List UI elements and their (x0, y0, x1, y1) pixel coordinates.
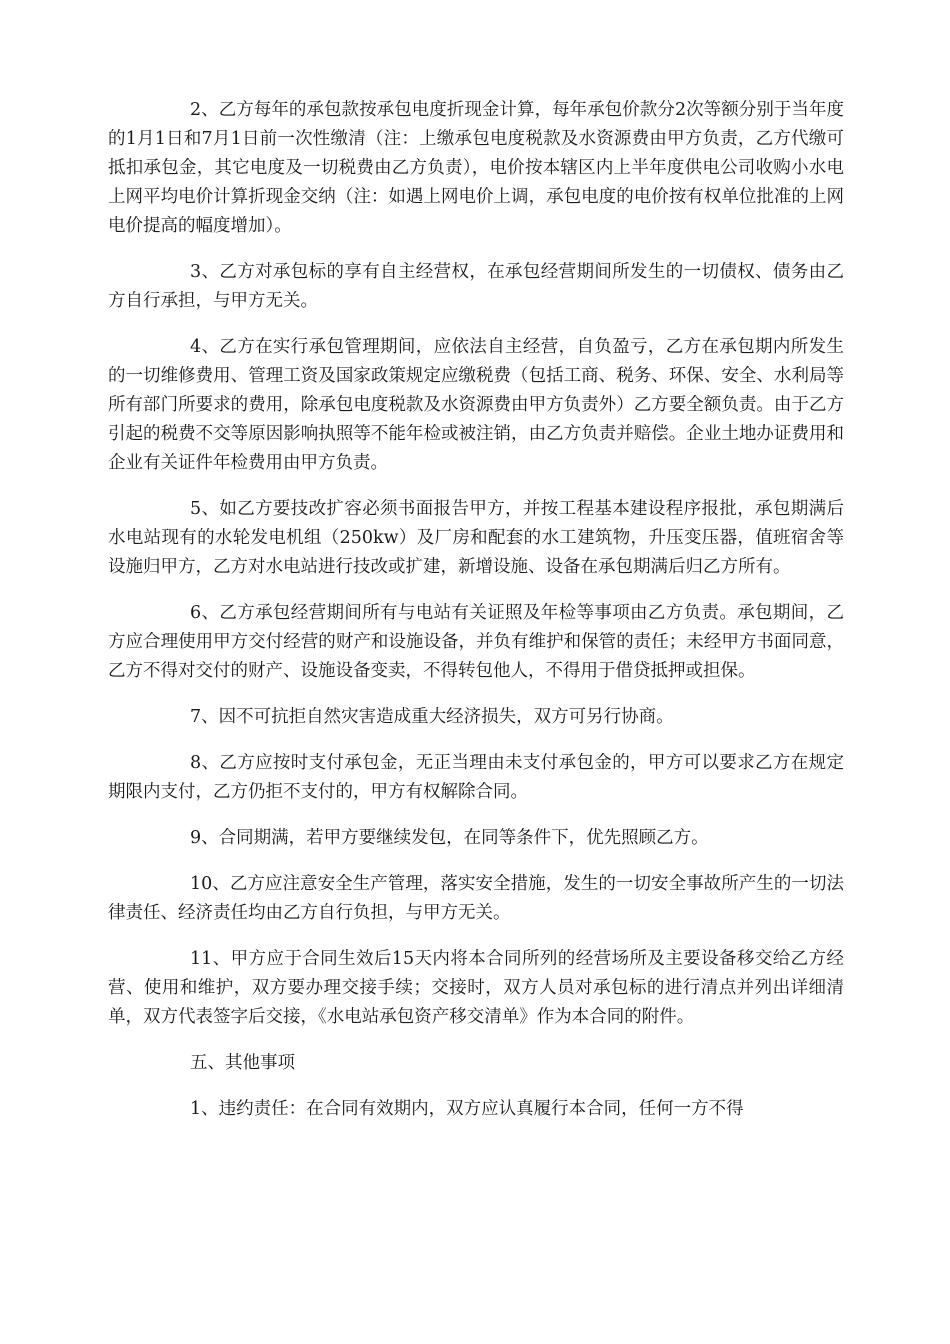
clause-5-upgrade: 5、如乙方要技改扩容必须书面报告甲方，并按工程基本建设程序报批，承包期满后水电站现有的水轮发电机组（250kw）及厂房和配套的水工建筑物，升压变压器，值班宿舍等设施归甲方，乙方对水电站进行技改或扩建，新增设施、设备在承包期满后归乙方所有。 (108, 499, 844, 577)
clause-6-licenses: 6、乙方承包经营期间所有与电站有关证照及年检等事项由乙方负责。承包期间，乙方应合理使用甲方交付经营的财产和设施设备，并负有维护和保管的责任；未经甲方书面同意，乙方不得对交付的财产、设施设备变卖，不得转包他人，不得用于借贷抵押或担保。 (108, 603, 844, 681)
document-body (108, 96, 844, 1141)
other-clause-1-liability: 1、违约责任：在合同有效期内，双方应认真履行本合同，任何一方不得 (190, 1099, 744, 1119)
clause-8-payment-default: 8、乙方应按时支付承包金，无正当理由未支付承包金的，甲方可以要求乙方在规定期限内支付，乙方仍拒不支付的，甲方有权解除合同。 (108, 753, 844, 802)
clause-2-payment: 2、乙方每年的承包款按承包电度折现金计算，每年承包价款分2次等额分别于当年度的1月1日和7月1日前一次性缴清（注：上缴承包电度税款及水资源费由甲方负责，乙方代缴可抵扣承包金，其它电度及一切税费由乙方负责），电价按本辖区内上半年度供电公司收购小水电上网平均电价计算折现金交纳（注：如遇上网电价上调，承包电度的电价按有权单位批准的上网电价提高的幅度增加）。 (108, 100, 844, 236)
clause-9-renewal: 9、合同期满，若甲方要继续发包，在同等条件下，优先照顾乙方。 (190, 828, 709, 848)
clause-11-handover: 11、甲方应于合同生效后15天内将本合同所列的经营场所及主要设备移交给乙方经营、使用和维护，双方要办理交接手续；交接时，双方人员对承包标的进行清点并列出详细清单，双方代表签字后交接，《水电站承包资产移交清单》作为本合同的附件。 (108, 949, 844, 1027)
section-heading-other-matters: 五、其他事项 (190, 1053, 295, 1073)
clause-3-autonomy: 3、乙方对承包标的享有自主经营权，在承包经营期间所发生的一切债权、债务由乙方自行承担，与甲方无关。 (108, 262, 844, 311)
clause-10-safety: 10、乙方应注意安全生产管理，落实安全措施，发生的一切安全事故所产生的一切法律责任、经济责任均由乙方自行负担，与甲方无关。 (108, 874, 844, 923)
clause-7-force-majeure: 7、因不可抗拒自然灾害造成重大经济损失，双方可另行协商。 (190, 707, 674, 727)
clause-4-management: 4、乙方在实行承包管理期间，应依法自主经营，自负盈亏，乙方在承包期内所发生的一切维修费用、管理工资及国家政策规定应缴税费（包括工商、税务、环保、安全、水利局等所有部门所要求的费用，除承包电度税款及水资源费由甲方负责外）乙方要全额负责。由于乙方引起的税费不交等原因影响执照等不能年检或被注销，由乙方负责并赔偿。企业土地办证费用和企业有关证件年检费用由甲方负责。 (108, 337, 844, 473)
